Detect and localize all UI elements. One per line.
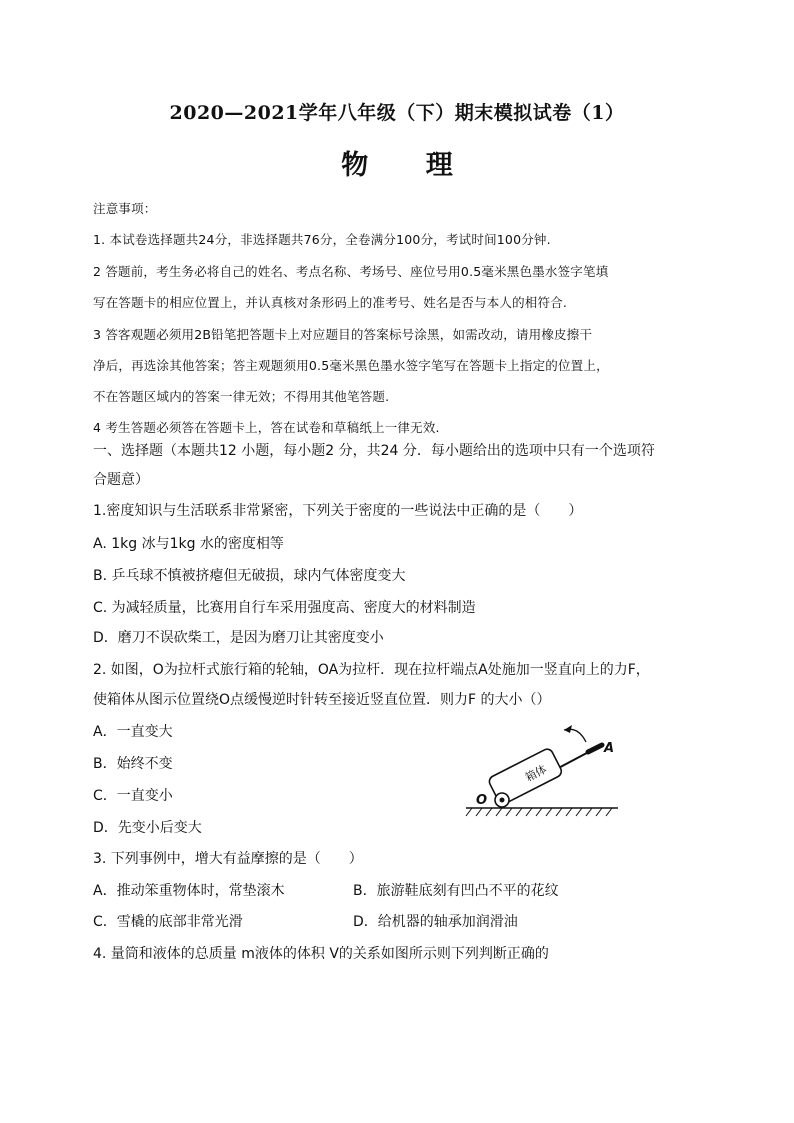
question-1-option-c: C. 为减轻质量，比赛用自行车采用强度高、密度大的材料制造 bbox=[93, 600, 476, 616]
exam-title: 2020—2021学年八年级（下）期末模拟试卷（1） bbox=[169, 102, 625, 124]
question-1-option-a: A. 1kg 冰与1kg 水的密度相等 bbox=[93, 536, 284, 552]
point-a-label: A bbox=[604, 741, 615, 756]
point-o-label: O bbox=[476, 793, 488, 808]
question-4-stem: 4. 量筒和液体的总质量 m液体的体积 V的关系如图所示则下列判断正确的 bbox=[93, 946, 549, 962]
suitcase-lever-figure bbox=[462, 712, 622, 820]
note-line: 不在答题区域内的答案一律无效；不得用其他笔答题. bbox=[93, 389, 390, 404]
question-3-option-c: C．雪橇的底部非常光滑 bbox=[93, 914, 243, 930]
question-1-option-b: B. 乒乓球不慎被挤瘪但无破损，球内气体密度变大 bbox=[93, 568, 406, 584]
note-line: 4 考生答题必须答在答题卡上，答在试卷和草稿纸上一律无效. bbox=[93, 420, 440, 435]
question-2-stem: 2. 如图，O为拉杆式旅行箱的轮轴，OA为拉杆．现在拉杆端点A处施加一竖直向上的力F， bbox=[93, 662, 650, 678]
section-heading: 一、选择题（本题共12 小题，每小题2 分，共24 分．每小题给出的选项中只有一个选项符 bbox=[93, 443, 655, 459]
question-2-option-b: B．始终不变 bbox=[93, 756, 173, 772]
notes-heading: 注意事项： bbox=[93, 201, 157, 216]
question-1-option-d: D．磨刀不误砍柴工，是因为磨刀让其密度变小 bbox=[93, 630, 384, 646]
note-line: 2 答题前，考生务必将自己的姓名、考点名称、考场号、座位号用0.5毫米黑色墨水签字笔填 bbox=[93, 264, 609, 279]
note-line: 3 答客观题必须用2B铅笔把答题卡上对应题目的答案标号涂黑，如需改动，请用橡皮擦干 bbox=[93, 327, 593, 342]
box-label: 箱体 bbox=[523, 762, 549, 785]
note-line: 写在答题卡的相应位置上，并认真核对条形码上的准考号、姓名是否与本人的相符合. bbox=[93, 295, 568, 310]
question-2-option-c: C．一直变小 bbox=[93, 788, 173, 804]
question-2-option-a: A．一直变大 bbox=[93, 724, 173, 740]
subject-title: 物 理 bbox=[341, 150, 477, 181]
question-2-option-d: D．先变小后变大 bbox=[93, 820, 202, 836]
question-3-option-b: B．旅游鞋底刻有凹凸不平的花纹 bbox=[353, 883, 559, 899]
question-3-option-d: D．给机器的轴承加润滑油 bbox=[353, 914, 518, 930]
question-3-option-a: A．推动笨重物体时，常垫滚木 bbox=[93, 883, 285, 899]
note-line: 净后，再选涂其他答案；答主观题须用0.5毫米黑色墨水签字笔写在答题卡上指定的位置上， bbox=[93, 358, 609, 373]
question-2-stem-cont: 使箱体从图示位置绕O点缓慢逆时针转至接近竖直位置．则力F 的大小（） bbox=[93, 692, 551, 708]
note-line: 1. 本试卷选择题共24分，非选择题共76分，全卷满分100分，考试时间100分钟. bbox=[93, 232, 551, 247]
section-heading-cont: 合题意） bbox=[93, 472, 149, 488]
question-1-stem: 1.密度知识与生活联系非常紧密，下列关于密度的一些说法中正确的是（ ） bbox=[93, 503, 583, 519]
question-3-stem: 3. 下列事例中，增大有益摩擦的是（ ） bbox=[93, 851, 363, 867]
